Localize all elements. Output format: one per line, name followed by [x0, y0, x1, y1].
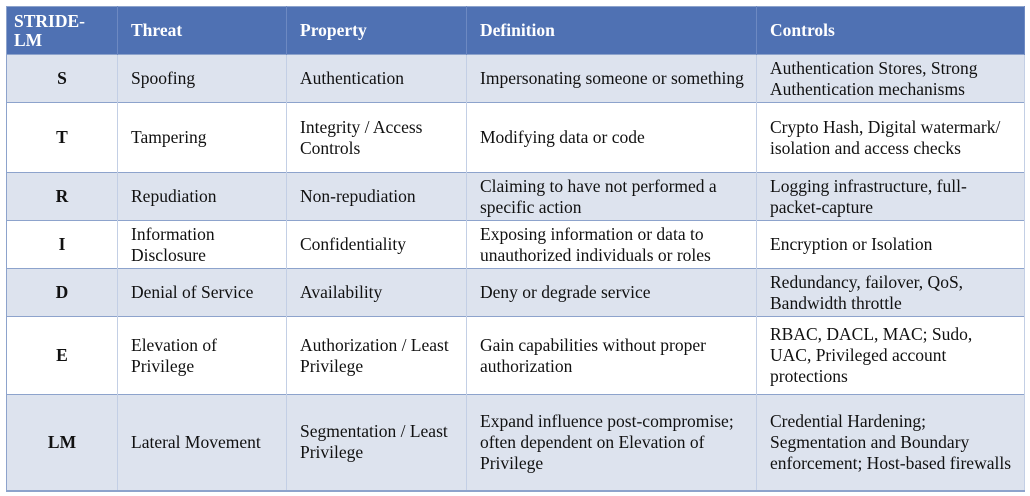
cell-threat: Information Disclosure	[118, 221, 287, 269]
cell-threat: Repudiation	[118, 173, 287, 221]
cell-threat: Lateral Movement	[118, 395, 287, 491]
cell-definition: Modifying data or code	[467, 103, 757, 173]
cell-definition: Claiming to have not performed a specific action	[467, 173, 757, 221]
cell-controls: Crypto Hash, Digital watermark/ isolation and access checks	[757, 103, 1025, 173]
table-row	[7, 221, 1025, 269]
table-row	[7, 317, 1025, 395]
cell-letter: E	[7, 317, 118, 395]
cell-property: Segmentation / Least Privilege	[287, 395, 467, 491]
cell-threat: Spoofing	[118, 55, 287, 103]
cell-letter: LM	[7, 395, 118, 491]
cell-letter: T	[7, 103, 118, 173]
table-row	[7, 395, 1025, 491]
cell-threat: Elevation of Privilege	[118, 317, 287, 395]
cell-definition: Impersonating someone or something	[467, 55, 757, 103]
table-row	[7, 103, 1025, 173]
cell-definition: Expand influence post-compromise; often dependent on Elevation of Privilege	[467, 395, 757, 491]
cell-letter: S	[7, 55, 118, 103]
cell-property: Authorization / Least Privilege	[287, 317, 467, 395]
cell-letter: D	[7, 269, 118, 317]
cell-property: Confidentiality	[287, 221, 467, 269]
header-stride-lm: STRIDE-LM	[7, 7, 118, 55]
header-threat: Threat	[118, 7, 287, 55]
cell-controls: Credential Hardening; Segmentation and Boundary enforcement; Host-based firewalls	[757, 395, 1025, 491]
header-property: Property	[287, 7, 467, 55]
cell-property: Availability	[287, 269, 467, 317]
table-row	[7, 55, 1025, 103]
header-definition: Definition	[467, 7, 757, 55]
cell-threat: Tampering	[118, 103, 287, 173]
header-controls: Controls	[757, 7, 1025, 55]
cell-definition: Exposing information or data to unauthorized individuals or roles	[467, 221, 757, 269]
table-row	[7, 269, 1025, 317]
cell-property: Authentication	[287, 55, 467, 103]
cell-threat: Denial of Service	[118, 269, 287, 317]
stride-lm-table	[6, 6, 1025, 492]
cell-controls: Authentication Stores, Strong Authentication mechanisms	[757, 55, 1025, 103]
cell-definition: Gain capabilities without proper authorization	[467, 317, 757, 395]
cell-controls: Logging infrastructure, full-packet-capture	[757, 173, 1025, 221]
cell-property: Integrity / Access Controls	[287, 103, 467, 173]
cell-controls: RBAC, DACL, MAC; Sudo, UAC, Privileged account protections	[757, 317, 1025, 395]
table-row	[7, 173, 1025, 221]
cell-definition: Deny or degrade service	[467, 269, 757, 317]
cell-controls: Encryption or Isolation	[757, 221, 1025, 269]
cell-controls: Redundancy, failover, QoS, Bandwidth throttle	[757, 269, 1025, 317]
table-header-row	[7, 7, 1025, 55]
stride-lm-table-container	[6, 6, 1024, 492]
cell-letter: R	[7, 173, 118, 221]
cell-letter: I	[7, 221, 118, 269]
cell-property: Non-repudiation	[287, 173, 467, 221]
